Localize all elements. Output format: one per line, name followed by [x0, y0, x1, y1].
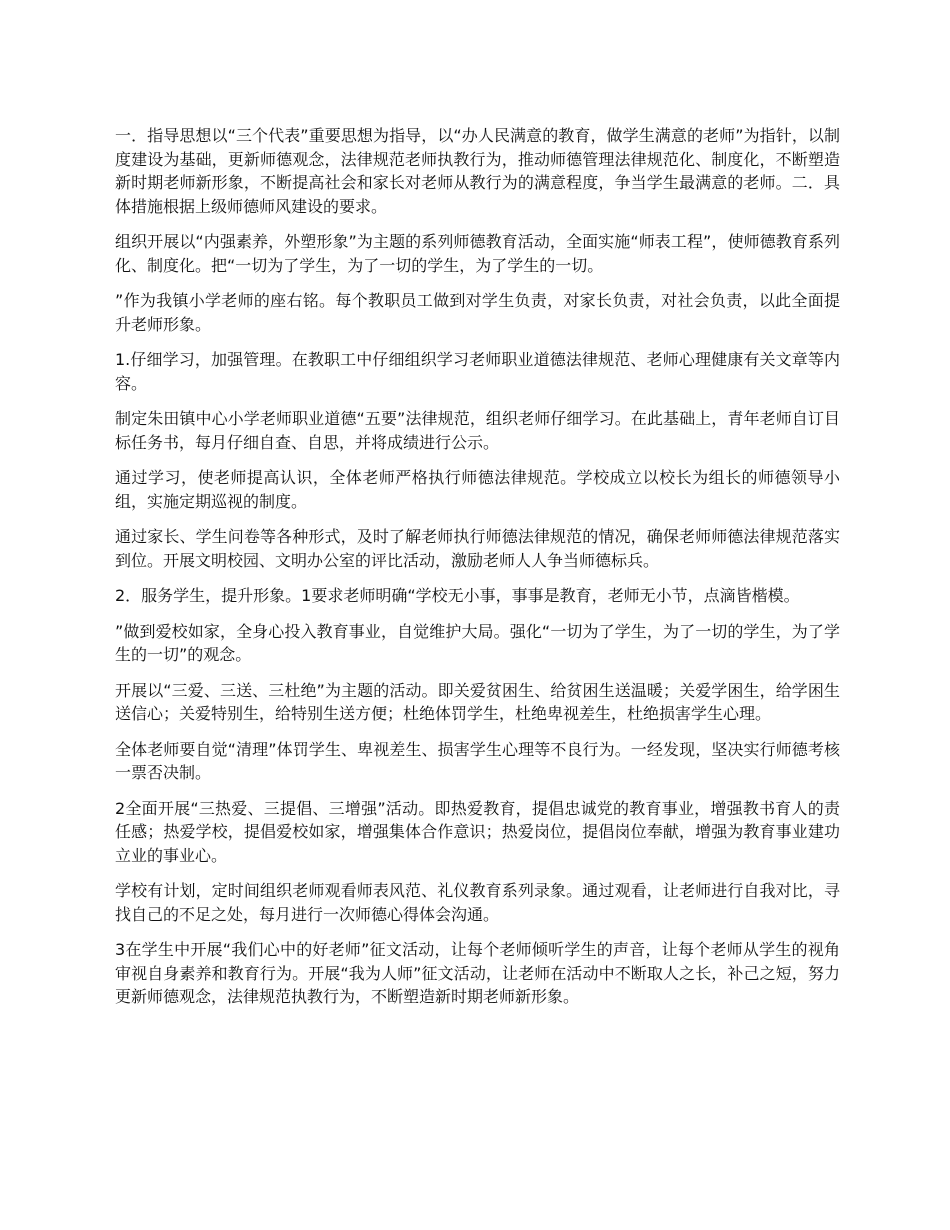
paragraph-survey-evaluation: 通过家长、学生问卷等各种形式，及时了解老师执行师德法律规范的情况，确保老师师德法律规范落实到位。开展文明校园、文明办公室的评比活动，激励老师人人争当师德标兵。 — [115, 527, 840, 570]
paragraph-serve-students: 2．服务学生，提升形象。1要求老师明确“学校无小事，事事是教育，老师无小节，点滴皆楷模。 — [115, 586, 800, 605]
paragraph-guiding-ideology: 一．指导思想以“三个代表”重要思想为指导，以“办人民满意的教育，做学生满意的老师”为指针，以制度建设为基础，更新师德观念，法律规范老师执教行为，推动师德管理法律规范化、制度化，不断塑造新时期老师新形象，不断提高社会和家长对老师从教行为的满意程度，争当学生最满意的老师。二．具体措施根据上级师德师风建设的要求。 — [115, 126, 840, 216]
paragraph-three-loves: 开展以“三爱、三送、三杜绝”为主题的活动。即关爱贫困生、给贫困生送温暖；关爱学困生，给学困生送信心；关爱特别生，给特别生送方便；杜绝体罚学生，杜绝卑视差生，杜绝损害学生心理。 — [115, 680, 840, 723]
document-body — [115, 124, 840, 1021]
paragraph-leadership-group: 通过学习，使老师提高认识，全体老师严格执行师德法律规范。学校成立以校长为组长的师德领导小组，实施定期巡视的制度。 — [115, 468, 840, 511]
paragraph-five-requirements: 制定朱田镇中心小学老师职业道德“五要”法律规范，组织老师仔细学习。在此基础上，青年老师自订目标任务书，每月仔细自查、自思，并将成绩进行公示。 — [115, 409, 840, 452]
paragraph-three-enthusiasms: 2全面开展“三热爱、三提倡、三增强”活动。即热爱教育，提倡忠诚党的教育事业，增强教书育人的责任感；热爱学校，提倡爱校如家，增强集体合作意识；热爱岗位，提倡岗位奉献，增强为教育事业建功立业的事业心。 — [115, 798, 840, 865]
paragraph-love-school: ”做到爱校如家，全身心投入教育事业，自觉维护大局。强化“一切为了学生，为了一切的学生，为了学生的一切”的观念。 — [115, 621, 840, 664]
paragraph-veto-system: 全体老师要自觉“清理”体罚学生、卑视差生、损害学生心理等不良行为。一经发现，坚决实行师德考核一票否决制。 — [115, 739, 840, 782]
paragraph-study-management: 1.仔细学习，加强管理。在教职工中仔细组织学习老师职业道德法律规范、老师心理健康有关文章等内容。 — [115, 350, 840, 393]
paragraph-video-study: 学校有计划，定时间组织老师观看师表风范、礼仪教育系列录象。通过观看，让老师进行自我对比，寻找自己的不足之处，每月进行一次师德心得体会沟通。 — [115, 881, 840, 924]
paragraph-education-activity: 组织开展以“内强素养，外塑形象”为主题的系列师德教育活动，全面实施“师表工程”，使师德教育系列化、制度化。把“一切为了学生，为了一切的学生，为了学生的一切。 — [115, 232, 840, 275]
paragraph-essay-activity: 3在学生中开展“我们心中的好老师”征文活动，让每个老师倾听学生的声音，让每个老师从学生的视角审视自身素养和教育行为。开展“我为人师”征文活动，让老师在活动中不断取人之长，补己之短，努力更新师德观念，法律规范执教行为，不断塑造新时期老师新形象。 — [115, 940, 840, 1006]
paragraph-motto: ”作为我镇小学老师的座右铭。每个教职员工做到对学生负责，对家长负责，对社会负责，以此全面提升老师形象。 — [115, 291, 840, 334]
